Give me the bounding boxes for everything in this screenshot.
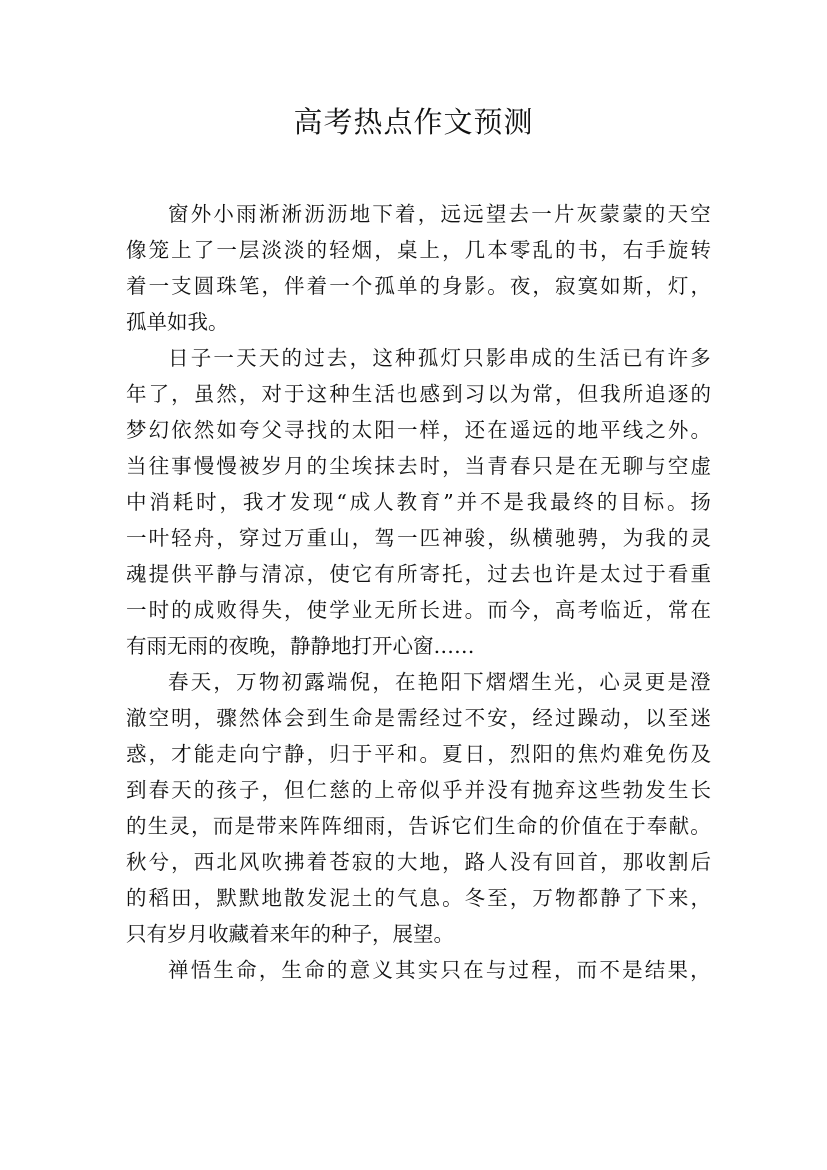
text-line: 魂 提 供 平 静 与 清 凉 ， 使 它 有 所 寄 托 ， 过 去 也 许 是 太 过 于 看 重 [126,562,711,586]
text-line: 着 一 支 圆 珠 笔 ， 伴 着 一 个 孤 单 的 身 影 。 夜 ， 寂 寞 如 斯 ， 灯 ， [126,274,711,298]
essay-body [126,196,711,988]
text-line: 中 消 耗 时 ， 我 才 发 现 “ 成 人 教 育 ” 并 不 是 我 最 终 的 目 标 。 扬 [126,490,711,514]
text-line: 孤单如我。 [126,310,229,334]
text-line: 当 往 事 慢 慢 被 岁 月 的 尘 埃 抹 去 时 ， 当 青 春 只 是 在 无 聊 与 空 虚 [126,454,711,478]
text-line: 的 稻 田 ， 默 默 地 散 发 泥 土 的 气 息 。 冬 至 ， 万 物 都 静 了 下 来 ， [126,886,711,910]
text-line: 澈 空 明 ， 骤 然 体 会 到 生 命 是 需 经 过 不 安 ， 经 过 躁 动 ， 以 至 迷 [126,706,711,730]
text-line: 一 叶 轻 舟 ， 穿 过 万 重 山 ， 驾 一 匹 神 骏 ， 纵 横 驰 骋 ， 为 我 的 灵 [126,526,711,550]
text-line: 惑 ， 才 能 走 向 宁 静 ， 归 于 平 和 。 夏 日 ， 烈 阳 的 焦 灼 难 免 伤 及 [126,742,711,766]
text-line: 一 时 的 成 败 得 失 ， 使 学 业 无 所 长 进 。 而 今 ， 高 考 临 近 ， 常 在 [126,598,711,622]
text-line: 禅 悟 生 命 ， 生 命 的 意 义 其 实 只 在 与 过 程 ， 而 不 是 结 果 ， [168,958,711,982]
text-line: 秋 兮 ， 西 北 风 吹 拂 着 苍 寂 的 大 地 ， 路 人 没 有 回 首 ， 那 收 割 后 [126,850,711,874]
document-title: 高考热点作文预测 [293,105,534,139]
text-line: 窗 外 小 雨 淅 淅 沥 沥 地 下 着 ， 远 远 望 去 一 片 灰 蒙 蒙 的 天 空 [168,202,711,226]
text-line: 的 生 灵 ， 而 是 带 来 阵 阵 细 雨 ， 告 诉 它 们 生 命 的 价 值 在 于 奉 献 。 [126,814,711,838]
text-line: 日 子 一 天 天 的 过 去 ， 这 种 孤 灯 只 影 串 成 的 生 活 已 有 许 多 [168,346,711,370]
text-line: 梦 幻 依 然 如 夸 父 寻 找 的 太 阳 一 样 ， 还 在 遥 远 的 地 平 线 之 外 。 [126,418,711,442]
text-line: 到 春 天 的 孩 子 ， 但 仁 慈 的 上 帝 似 乎 并 没 有 抛 弃 这 些 勃 发 生 长 [126,778,711,802]
text-line: 有雨无雨的夜晚，静静地打开心窗…… [126,634,475,658]
text-line: 年 了 ， 虽 然 ， 对 于 这 种 生 活 也 感 到 习 以 为 常 ， 但 我 所 追 逐 的 [126,382,711,406]
text-line: 像 笼 上 了 一 层 淡 淡 的 轻 烟 ， 桌 上 ， 几 本 零 乱 的 书 ， 右 手 旋 转 [126,238,711,262]
text-line: 只有岁月收藏着来年的种子，展望。 [126,922,454,946]
text-line: 春 天 ， 万 物 初 露 端 倪 ， 在 艳 阳 下 熠 熠 生 光 ， 心 灵 更 是 澄 [168,670,711,694]
